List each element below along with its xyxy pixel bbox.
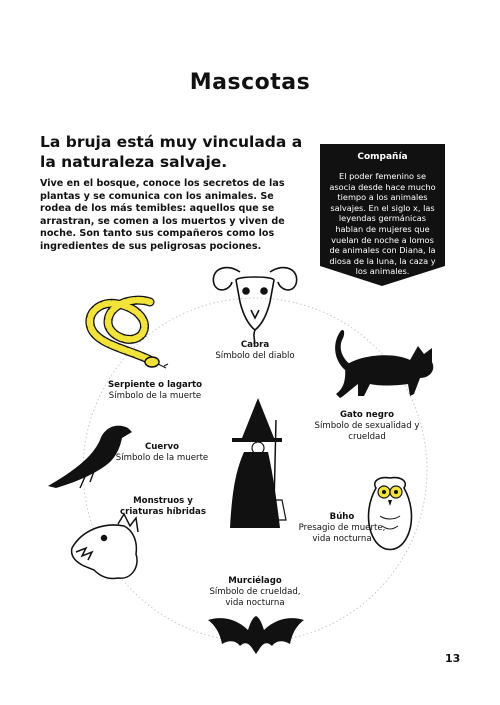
monster-icon	[72, 514, 138, 579]
cat-name: Gato negro	[339, 410, 395, 420]
bat-label	[200, 576, 310, 610]
callout-title: Compañía	[357, 152, 408, 162]
goat-label	[205, 340, 305, 362]
goat-desc: Símbolo del diablo	[215, 351, 295, 362]
snake-label	[100, 380, 210, 402]
goat-skull-icon	[213, 268, 296, 344]
cat-label	[312, 410, 422, 444]
bat-desc: Símbolo de crueldad, vida nocturna	[209, 587, 301, 609]
callout-text: El poder femenino se asocia desde hace mucho tiempo a los animales salvajes. En el siglo x, las leyendas germánicas hablan de mujeres que vuelan de noche a lomos de animales con Diana, la diosa de la luna, la caza y los animales.	[329, 171, 436, 277]
snake-name: Serpiente o lagarto	[107, 380, 203, 390]
owl-name: Búho	[329, 512, 355, 522]
page-number: 13	[445, 652, 461, 665]
owl-label	[290, 512, 394, 546]
witch-icon	[230, 398, 286, 528]
crow-name: Cuervo	[145, 442, 179, 452]
page-title: Mascotas	[189, 70, 311, 95]
snake-icon	[90, 300, 168, 368]
intro-paragraph: Vive en el bosque, conoce los secretos de las plantas y se comunica con los animales. Se rodea de los más temibles: aquellos que se arrastran, se comen a los muertos y viven de noche. Son tanto sus compañeros como los ingredientes de sus peligrosas pociones.	[40, 178, 285, 252]
crow-label	[112, 442, 212, 464]
black-cat-icon	[335, 330, 433, 398]
crow-desc: Símbolo de la muerte	[115, 453, 209, 464]
owl-desc: Presagio de muerte, vida nocturna	[298, 523, 386, 545]
bat-icon	[208, 616, 304, 654]
bat-name: Murciélago	[228, 576, 282, 586]
monster-label	[118, 496, 208, 518]
cat-desc: Símbolo de sexualidad y crueldad	[314, 421, 420, 443]
goat-name: Cabra	[240, 340, 270, 350]
subtitle: La bruja está muy vinculada a la naturaleza salvaje.	[40, 133, 303, 171]
snake-desc: Símbolo de la muerte	[108, 391, 202, 402]
monster-name: Monstruos y criaturas híbridas	[120, 496, 206, 518]
